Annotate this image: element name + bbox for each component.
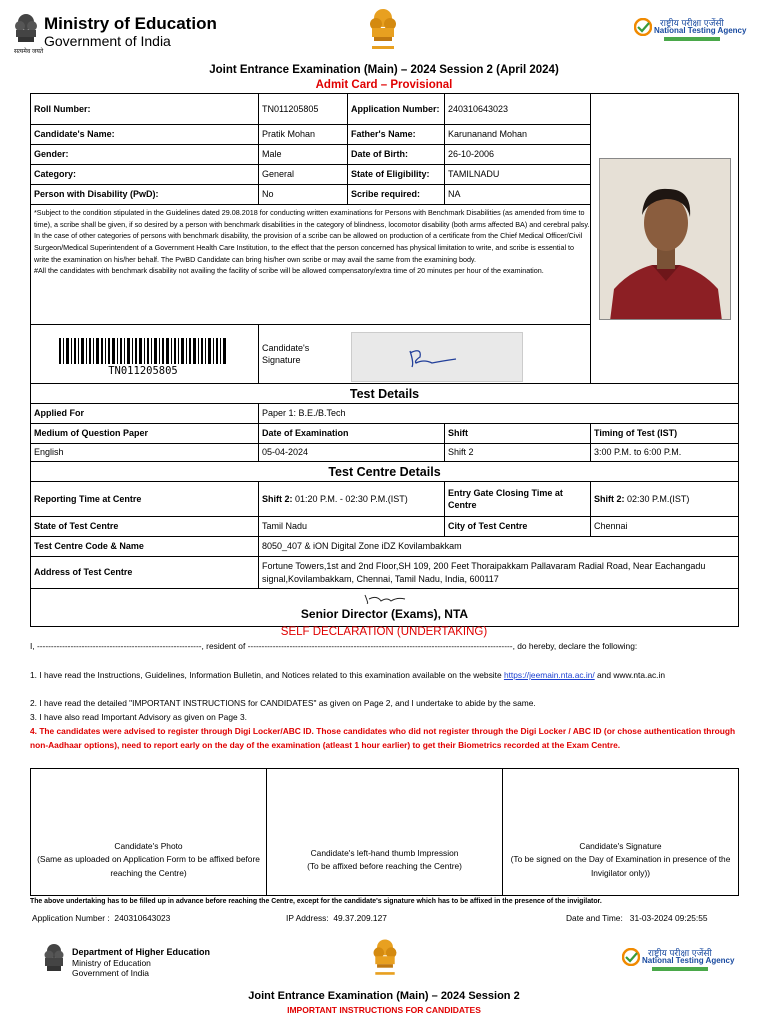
roll-label: Roll Number:: [31, 94, 259, 125]
shift-label: Shift: [445, 424, 591, 444]
centre-address-value: Fortune Towers,1st and 2nd Floor,SH 109, 200 Feet Thoraipakkam Pallavaram Radial Road, Near Eachangadu signal,Kovilambakkam, Chennai, Tamil Nadu, India, 600117: [259, 557, 738, 589]
ministry-motto: सत्यमेव जयते: [14, 49, 44, 55]
gate-closing-value: Shift 2: 02:30 P.M.(IST): [591, 482, 738, 517]
centre-code-label: Test Centre Code & Name: [31, 537, 259, 557]
declaration-item-4: 4. The candidates were advised to register through Digi Locker/ABC ID. Those candidates who did not register through the Digi Locker / ABC ID (or chose authentication through non-Aadhaar options), need to report early on the day of the examination (atleast 1 hour earlier) to get their Biometrics recorded at the Exam Centre.: [30, 726, 736, 751]
ministry-subtitle: Government of India: [44, 33, 171, 49]
nta-logo-page2: [622, 946, 746, 974]
test-details-title: Test Details: [349, 387, 420, 401]
state-eligibility-value: TAMILNADU: [445, 165, 591, 185]
shift-value: Shift 2: [445, 444, 591, 462]
centre-state-label: State of Test Centre: [31, 517, 259, 537]
candidate-signature-image: [351, 332, 523, 382]
centre-details-title: Test Centre Details: [328, 465, 441, 479]
gate-closing-label: Entry Gate Closing Time at Centre: [445, 482, 591, 517]
nta-tagline-bar: [664, 37, 720, 41]
pwd-label: Person with Disability (PwD):: [31, 185, 259, 205]
centre-state-value: Tamil Nadu: [259, 517, 445, 537]
name-value: Pratik Mohan: [259, 125, 348, 145]
thumb-impression-box: Candidate's left-hand thumb Impression (To be affixed before reaching the Centre): [267, 769, 503, 895]
declaration-item-1: 1. I have read the Instructions, Guidelines, Information Bulletin, and Notices related to this examination available on the website https://jeemain.nta.ac.in/ and www.nta.ac.in: [30, 670, 666, 680]
name-label: Candidate's Name:: [31, 125, 259, 145]
nta-emblem-icon: [634, 18, 652, 36]
gender-value: Male: [259, 145, 348, 165]
pwd-note: *Subject to the condition stipulated in the Guidelines dated 29.08.2018 for conducting written examinations for Persons with Benchmark Disabilities (as amended from time to time), a scribe shall be given, if so desired by a person with benchmark disabilities in the category of blindness, locomotor disability (both arms affected BA) and cerebral palsy. In the case of other categories of persons with benchmark disability, the provision of a scribe can be allowed on production of a certificate from the Chief Medical Officer/Civil Surgeon/Medical Superintendent of a Government Health Care Institution, to the effect that the person concerned has physical limitation to write, and scribe is essential to write the examination on his/her behalf. The PwBD Candidate can bring his/her own scribe or may avail the same from the examining body. #All the candidates with benchmark disability not availing the facility of scribe will be allowed compensatory/extra time of 20 minutes per hour of the examination.: [34, 208, 590, 276]
gender-label: Gender:: [31, 145, 259, 165]
director-title: Senior Director (Exams), NTA: [300, 607, 469, 621]
centre-address-label: Address of Test Centre: [31, 557, 259, 589]
declaration-intro: I, -----------------------------------------------------------, resident of -----------------------------------------------------------------------------------------------, do hereby, declare the following:: [30, 641, 638, 651]
nta-name: National Testing Agency: [654, 26, 747, 35]
person-photo-icon: [600, 159, 731, 320]
exam-date-label: Date of Examination: [259, 424, 445, 444]
declaration-item-2: 2. I have read the detailed "IMPORTANT INSTRUCTIONS for CANDIDATES" as given on Page 2, and I undertake to abide by the same.: [30, 698, 536, 708]
father-value: Karunanand Mohan: [445, 125, 591, 145]
candidate-photo-box: Candidate's Photo (Same as uploaded on Application Form to be affixed before reaching the Centre): [31, 769, 267, 895]
exam-title: Joint Entrance Examination (Main) – 2024 Session 2 (April 2024): [209, 64, 559, 76]
centre-city-value: Chennai: [591, 517, 738, 537]
national-emblem-icon: [42, 940, 66, 978]
page2-subtitle: IMPORTANT INSTRUCTIONS FOR CANDIDATES: [287, 1005, 481, 1015]
centre-city-label: City of Test Centre: [445, 517, 591, 537]
undertaking-footnote: The above undertaking has to be filled up in advance before reaching the Centre, except for the candidate's signature which has to be affixed in the presence of the invigilator.: [30, 898, 602, 905]
dhe-government: Government of India: [72, 968, 150, 978]
barcode-number: TN011205805: [108, 365, 178, 377]
category-value: General: [259, 165, 348, 185]
timing-label: Timing of Test (IST): [591, 424, 738, 444]
reporting-time-value: Shift 2: 01:20 P.M. - 02:30 P.M.(IST): [259, 482, 445, 517]
page2-title: Joint Entrance Examination (Main) – 2024 Session 2: [248, 990, 520, 1002]
barcode-icon: [59, 338, 227, 364]
nta-logo: [634, 16, 758, 44]
appno-label: Application Number:: [348, 94, 445, 125]
meta-ip-address: IP Address: 49.37.209.127: [286, 913, 387, 923]
page2-header: [0, 934, 768, 994]
jeemain-link[interactable]: https://jeemain.nta.ac.in/: [503, 670, 595, 680]
director-signature-icon: [361, 591, 411, 607]
declaration-item-3: 3. I have also read Important Advisory as given on Page 3.: [30, 712, 247, 722]
dhe-title: Department of Higher Education: [72, 947, 211, 957]
state-emblem-icon: [366, 6, 400, 54]
father-label: Father's Name:: [348, 125, 445, 145]
exam-date-value: 05-04-2024: [259, 444, 445, 462]
pwd-value: No: [259, 185, 348, 205]
admit-card-label: Admit Card – Provisional: [315, 79, 453, 91]
candidate-signature-label: Candidate's Signature: [259, 325, 348, 384]
state-eligibility-label: State of Eligibility:: [348, 165, 445, 185]
state-emblem-icon: [370, 936, 400, 980]
timing-value: 3:00 P.M. to 6:00 P.M.: [591, 444, 738, 462]
page-header: [0, 0, 768, 62]
dob-label: Date of Birth:: [348, 145, 445, 165]
reporting-time-label: Reporting Time at Centre: [31, 482, 259, 517]
appno-value: 240310643023: [445, 94, 591, 125]
medium-label: Medium of Question Paper: [31, 424, 259, 444]
meta-application-number: Application Number : 240310643023: [32, 913, 171, 923]
admit-card-table: [30, 93, 739, 627]
roll-value: TN011205805: [259, 94, 348, 125]
category-label: Category:: [31, 165, 259, 185]
scribe-value: NA: [445, 185, 591, 205]
centre-code-value: 8050_407 & iON Digital Zone iDZ Kovilambakkam: [259, 537, 738, 557]
undertaking-boxes: [30, 768, 739, 896]
nta-name: National Testing Agency: [642, 956, 735, 965]
applied-for-label: Applied For: [31, 404, 259, 424]
signature-icon: [352, 333, 524, 383]
candidate-photo: [599, 158, 731, 320]
medium-value: English: [31, 444, 259, 462]
dob-value: 26-10-2006: [445, 145, 591, 165]
applied-for-value: Paper 1: B.E./B.Tech: [259, 404, 738, 424]
nta-hindi-name: राष्ट्रीय परीक्षा एजेंसी: [648, 948, 712, 958]
scribe-label: Scribe required:: [348, 185, 445, 205]
ministry-title: Ministry of Education: [44, 14, 217, 33]
nta-emblem-icon: [622, 948, 640, 966]
signature-undertaking-box: Candidate's Signature (To be signed on the Day of Examination in presence of the Invigilator only)): [510, 840, 731, 878]
meta-date-time: Date and Time: 31-03-2024 09:25:55: [566, 913, 708, 923]
dhe-ministry: Ministry of Education: [72, 958, 151, 968]
national-emblem-icon: [12, 10, 40, 50]
nta-hindi-name: राष्ट्रीय परीक्षा एजेंसी: [660, 18, 724, 28]
self-declaration-title: SELF DECLARATION (UNDERTAKING): [280, 626, 488, 638]
nta-tagline-bar: [652, 967, 708, 971]
